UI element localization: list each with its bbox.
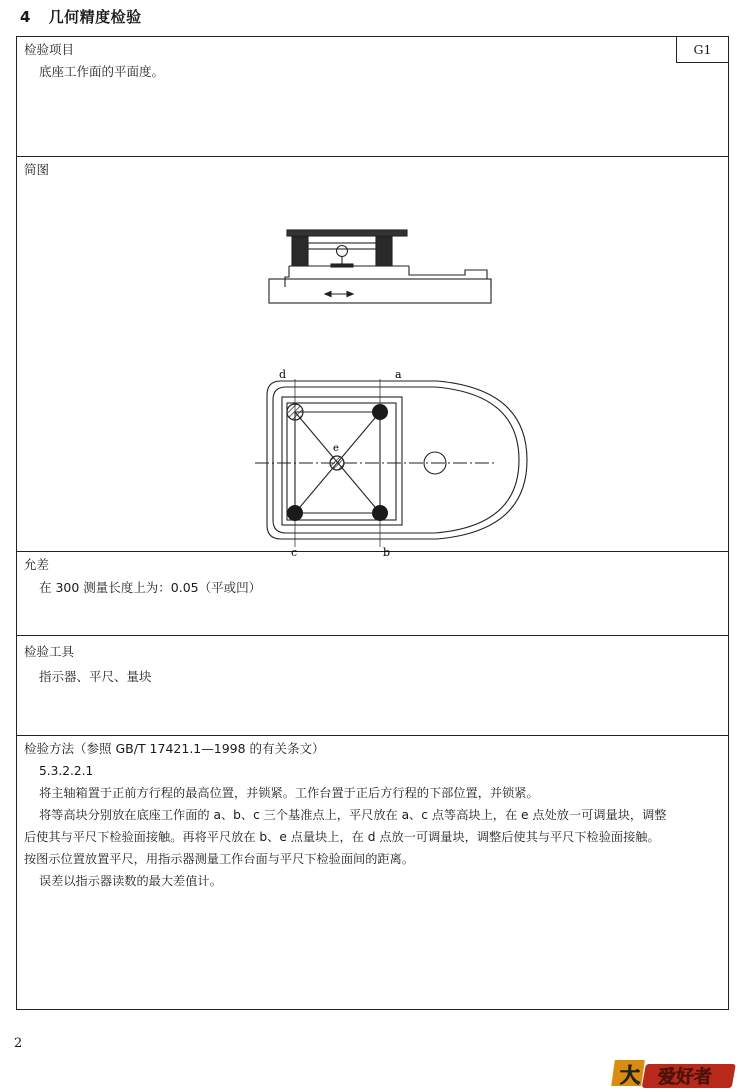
inspection-table xyxy=(16,36,729,1010)
method-body xyxy=(24,760,720,892)
tools-label: 检验工具 xyxy=(24,644,75,659)
inspection-item-description: 底座工作面的平面度。 xyxy=(39,64,165,79)
tolerance-section xyxy=(17,552,728,636)
point-d-marker xyxy=(287,404,303,420)
tools-section xyxy=(17,636,728,736)
point-e-marker xyxy=(330,456,344,470)
item-code: G1 xyxy=(676,37,728,63)
method-label: 检验方法（参照 GB/T 17421.1—1998 的有关条文） xyxy=(24,741,325,756)
label-d: d xyxy=(279,368,287,381)
method-line: 误差以指示器读数的最大差值计。 xyxy=(39,874,222,888)
label-a: a xyxy=(395,368,402,381)
svg-text:大: 大 xyxy=(620,1063,640,1087)
diagram-figure xyxy=(17,157,730,559)
inspection-item-label: 检验项目 xyxy=(24,42,75,57)
inspection-item-section xyxy=(17,37,728,157)
point-a-marker xyxy=(372,404,388,420)
tools-text: 指示器、平尺、量块 xyxy=(39,669,152,684)
diagram-section xyxy=(17,157,728,559)
side-view xyxy=(269,230,491,303)
label-c: c xyxy=(291,546,298,559)
label-b: b xyxy=(383,546,391,559)
watermark-logo xyxy=(614,1052,742,1090)
method-section xyxy=(17,736,728,1011)
method-clause: 5.3.2.2.1 xyxy=(39,764,94,778)
section-number: 4 xyxy=(20,8,31,26)
page-number: 2 xyxy=(14,1036,23,1051)
tolerance-label: 允差 xyxy=(24,557,50,572)
diagram-label: 简图 xyxy=(24,162,50,177)
point-c-marker xyxy=(287,505,303,521)
method-line: 后使其与平尺下检验面接触。再将平尺放在 b、e 点量块上，在 d 点放一可调量块，调整后使其与平尺下检验面接触。 xyxy=(24,830,660,844)
method-line: 将主轴箱置于正前方行程的最高位置，并锁紧。工作台置于正后方行程的下部位置，并锁紧。 xyxy=(39,786,539,800)
tolerance-text: 在 300 测量长度上为：0.05（平或凹） xyxy=(39,580,262,595)
method-line: 按图示位置放置平尺，用指示器测量工作台面与平尺下检验面间的距离。 xyxy=(24,852,414,866)
section-title: 几何精度检验 xyxy=(48,8,142,26)
section-heading xyxy=(20,6,142,27)
watermark-text: 爱好者 xyxy=(658,1067,712,1088)
point-b-marker xyxy=(372,505,388,521)
method-line: 将等高块分别放在底座工作面的 a、b、c 三个基准点上，平尺放在 a、c 点等高块上，在 e 点处放一可调量块，调整 xyxy=(39,808,667,822)
label-e: e xyxy=(333,443,339,454)
